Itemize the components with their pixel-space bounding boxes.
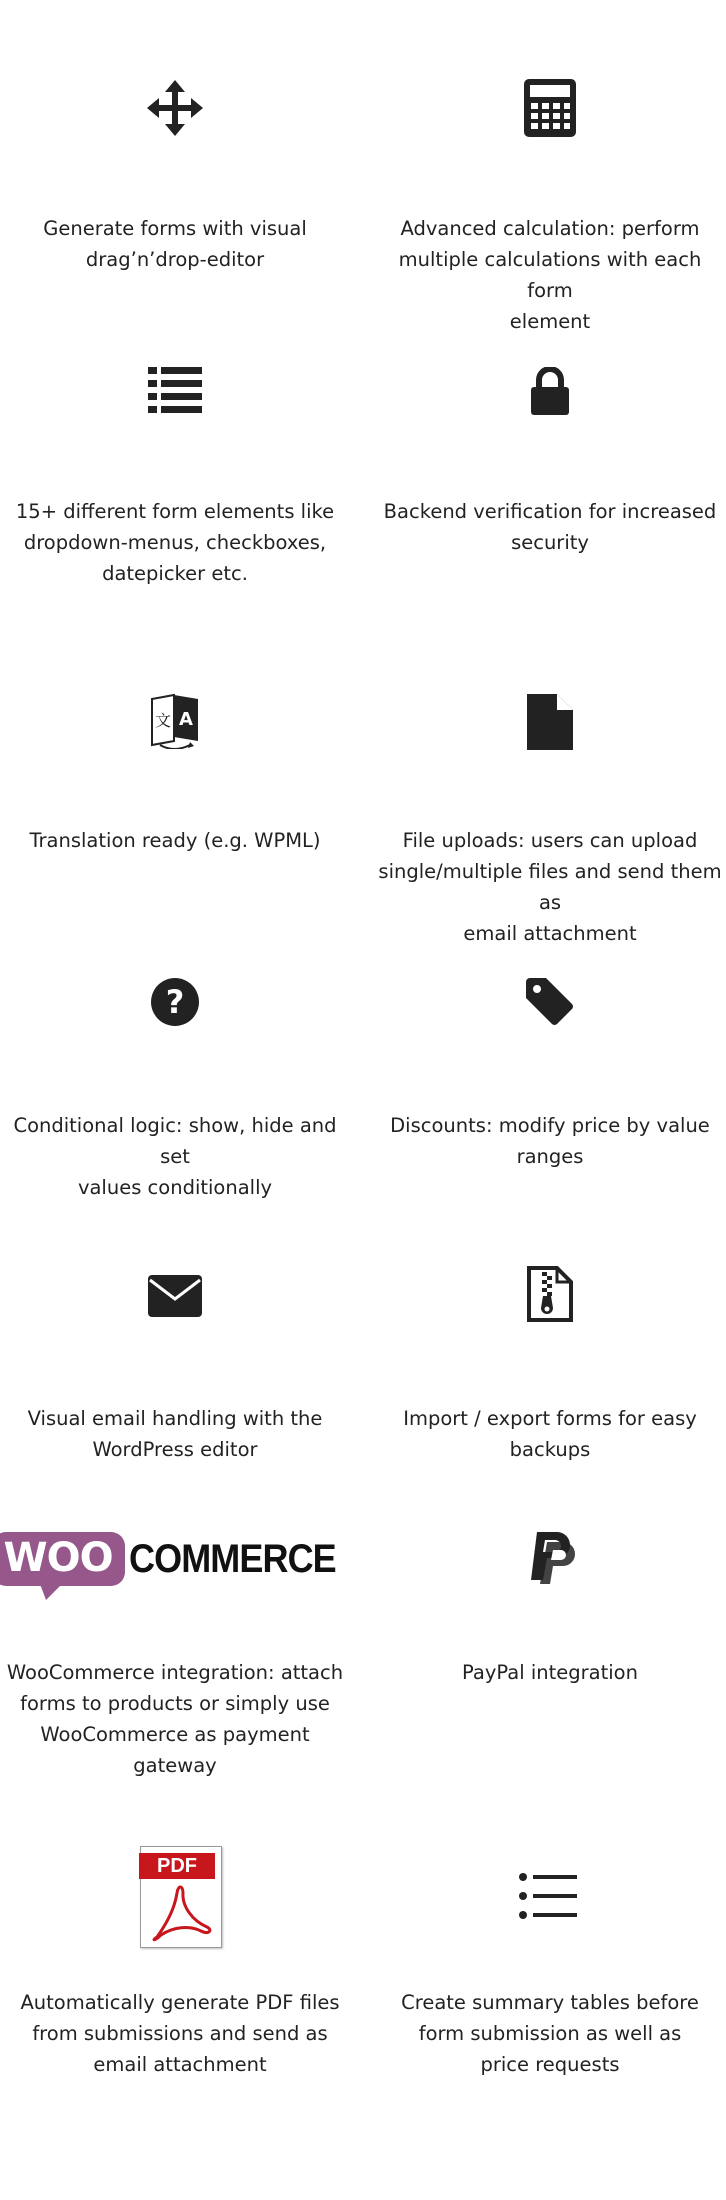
feature-label: Advanced calculation: perform multiple calculations with each form element <box>398 217 702 333</box>
feature-label: File uploads: users can upload single/multiple files and send them as email attachment <box>378 829 722 945</box>
feature-label: Conditional logic: show, hide and set values conditionally <box>13 1114 337 1199</box>
paypal-icon <box>375 1530 725 1586</box>
move-arrows-icon <box>0 78 350 138</box>
tag-icon <box>375 976 725 1028</box>
svg-text:?: ? <box>165 983 185 1021</box>
feature-label: Import / export forms for easy backups <box>403 1407 697 1461</box>
feature-label: Create summary tables before form submission as well as price requests <box>401 1991 699 2076</box>
feature-label: WooCommerce integration: attach forms to products or simply use WooCommerce as payment gateway <box>6 1661 344 1777</box>
feature-label: Backend verification for increased security <box>383 500 717 554</box>
pdf-badge: PDF <box>139 1853 215 1879</box>
feature-label: Visual email handling with the WordPress editor <box>27 1407 323 1461</box>
calculator-icon <box>375 78 725 138</box>
pdf-file-icon <box>6 1845 356 1949</box>
feature-label: Automatically generate PDF files from submissions and send as email attachment <box>20 1991 340 2076</box>
pdf-document <box>140 1846 222 1948</box>
feature-label: 15+ different form elements like dropdown-menus, checkboxes, datepicker etc. <box>15 500 335 585</box>
file-icon <box>375 693 725 751</box>
bullet-list-icon <box>373 1870 723 1922</box>
lock-icon <box>375 366 725 416</box>
woo-bubble: WOO <box>0 1532 125 1586</box>
feature-label: Generate forms with visual drag’n’drop-editor <box>43 217 307 271</box>
zip-file-icon <box>375 1266 725 1322</box>
translate-icon <box>0 690 350 752</box>
envelope-icon <box>0 1272 350 1320</box>
list-icon <box>0 366 350 414</box>
svg-text:A: A <box>179 709 193 730</box>
feature-label: Discounts: modify price by value ranges <box>390 1114 710 1168</box>
question-circle-icon <box>0 976 350 1028</box>
woocommerce-logo <box>0 1528 350 1590</box>
commerce-wordmark: COMMERCE <box>128 1536 336 1581</box>
feature-label: Translation ready (e.g. WPML) <box>29 829 321 852</box>
svg-text:文: 文 <box>154 711 172 730</box>
feature-label: PayPal integration <box>462 1661 638 1684</box>
